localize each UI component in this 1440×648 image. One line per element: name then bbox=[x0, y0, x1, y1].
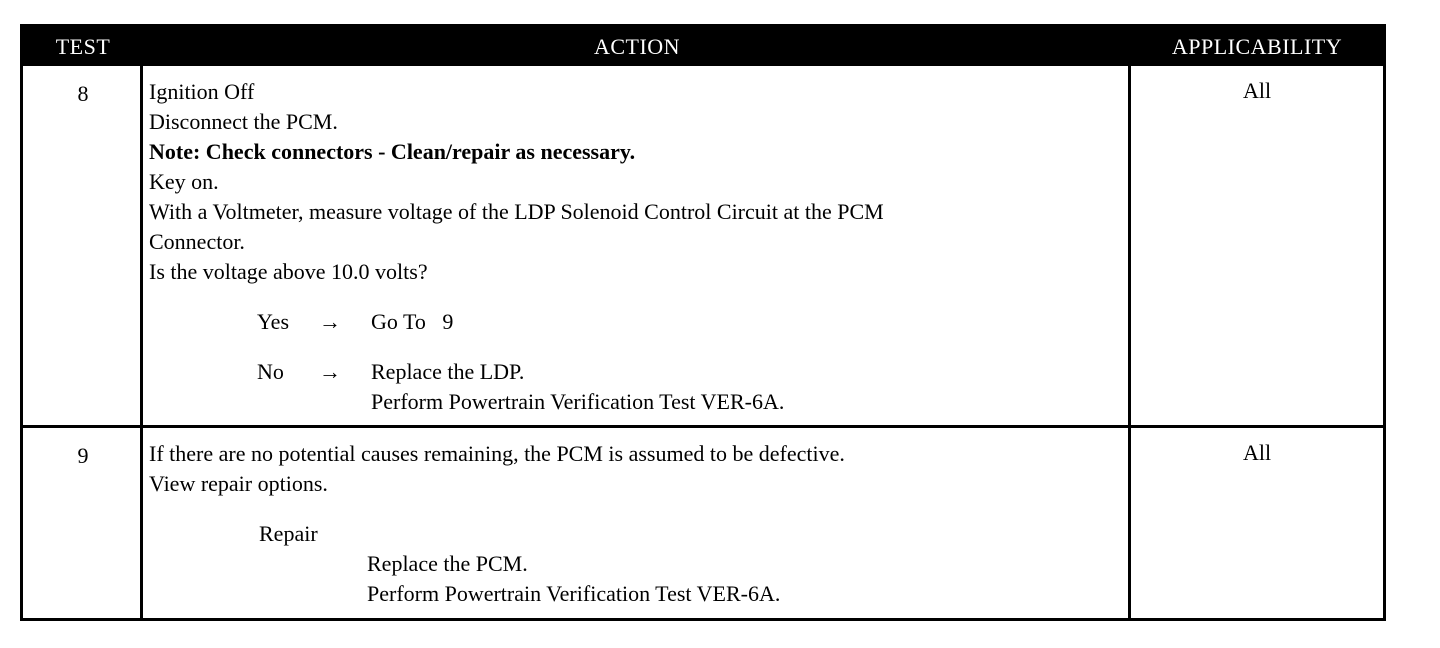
action-line: Connector. bbox=[149, 229, 245, 254]
action-note: Note: Check connectors - Clean/repair as necessary. bbox=[149, 139, 636, 164]
test-number: 9 bbox=[77, 443, 89, 468]
no-result: Replace the LDP. bbox=[371, 359, 525, 384]
applicability-value: All bbox=[1242, 78, 1272, 103]
no-branch-continued bbox=[149, 387, 1139, 417]
no-result-line-2: Perform Powertrain Verification Test VER-6A. bbox=[371, 389, 785, 414]
yes-result: Go To 9 bbox=[371, 309, 454, 334]
no-label: No bbox=[257, 359, 284, 384]
action-line: Ignition Off bbox=[149, 79, 255, 104]
diagnostic-table bbox=[20, 24, 1386, 621]
repair-label: Repair bbox=[259, 521, 318, 546]
applicability-value: All bbox=[1242, 440, 1272, 465]
repair-heading bbox=[149, 519, 1139, 549]
arrow-right-icon: → bbox=[319, 309, 341, 334]
repair-step-2: Perform Powertrain Verification Test VER-6A. bbox=[367, 581, 781, 606]
yes-label: Yes bbox=[257, 309, 290, 334]
no-branch bbox=[149, 357, 1139, 387]
repair-step bbox=[149, 579, 1139, 609]
column-divider-left bbox=[140, 66, 143, 618]
action-line: View repair options. bbox=[149, 471, 328, 496]
header-applicability: APPLICABILITY bbox=[1171, 34, 1343, 59]
repair-step bbox=[149, 549, 1139, 579]
repair-step-1: Replace the PCM. bbox=[367, 551, 528, 576]
test-number: 8 bbox=[77, 81, 89, 106]
action-line: If there are no potential causes remaining, the PCM is assumed to be defective. bbox=[149, 441, 845, 466]
action-cell bbox=[149, 439, 1139, 609]
row-divider bbox=[23, 425, 1383, 428]
action-cell bbox=[149, 77, 1139, 417]
header-test: TEST bbox=[55, 34, 111, 59]
action-line: Key on. bbox=[149, 169, 219, 194]
arrow-right-icon: → bbox=[319, 359, 341, 384]
header-action: ACTION bbox=[593, 34, 681, 59]
action-question: Is the voltage above 10.0 volts? bbox=[149, 259, 428, 284]
action-line: Disconnect the PCM. bbox=[149, 109, 338, 134]
table-header bbox=[23, 27, 1383, 66]
action-line: With a Voltmeter, measure voltage of the LDP Solenoid Control Circuit at the PCM bbox=[149, 199, 884, 224]
yes-branch bbox=[149, 307, 1139, 337]
